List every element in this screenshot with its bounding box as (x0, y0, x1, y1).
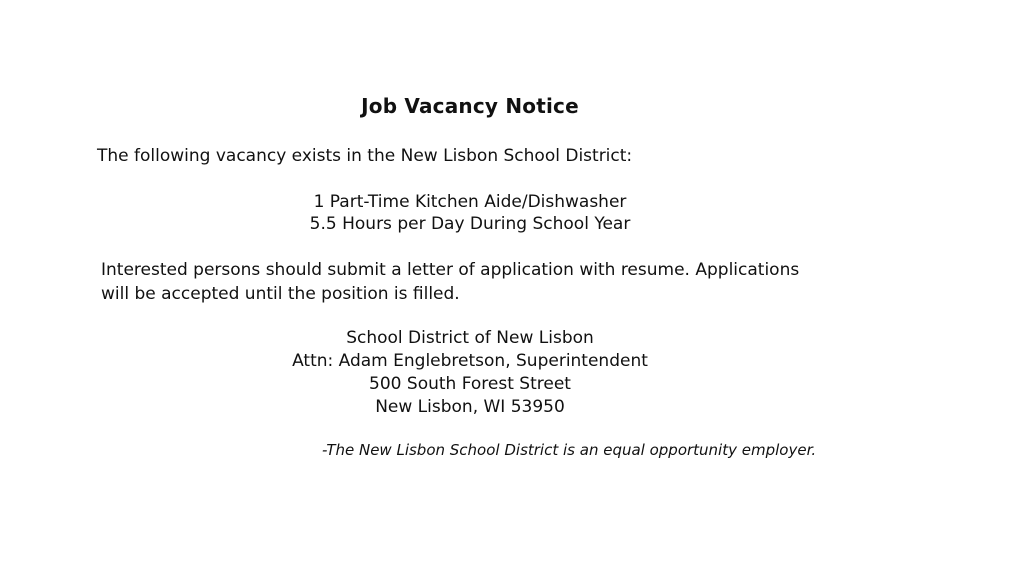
position-title: 1 Part-Time Kitchen Aide/Dishwasher (313, 192, 627, 212)
address-street: 500 South Forest Street (369, 374, 571, 394)
application-line-1: Interested persons should submit a letter of application with resume. Applications (101, 260, 800, 280)
intro-text: The following vacancy exists in the New Lisbon School District: (97, 146, 633, 166)
position-hours: 5.5 Hours per Day During School Year (309, 214, 631, 234)
address-city-state-zip: New Lisbon, WI 53950 (375, 397, 565, 417)
mailing-address (0, 327, 940, 419)
equal-opportunity-statement: -The New Lisbon School District is an equal opportunity employer. (322, 441, 817, 459)
application-line-2: will be accepted until the position is filled. (101, 284, 460, 304)
address-attention: Attn: Adam Englebretson, Superintendent (292, 351, 648, 371)
position-details (0, 191, 940, 235)
address-organization: School District of New Lisbon (346, 328, 594, 348)
notice-title: Job Vacancy Notice (361, 94, 579, 118)
application-instructions (101, 258, 861, 306)
